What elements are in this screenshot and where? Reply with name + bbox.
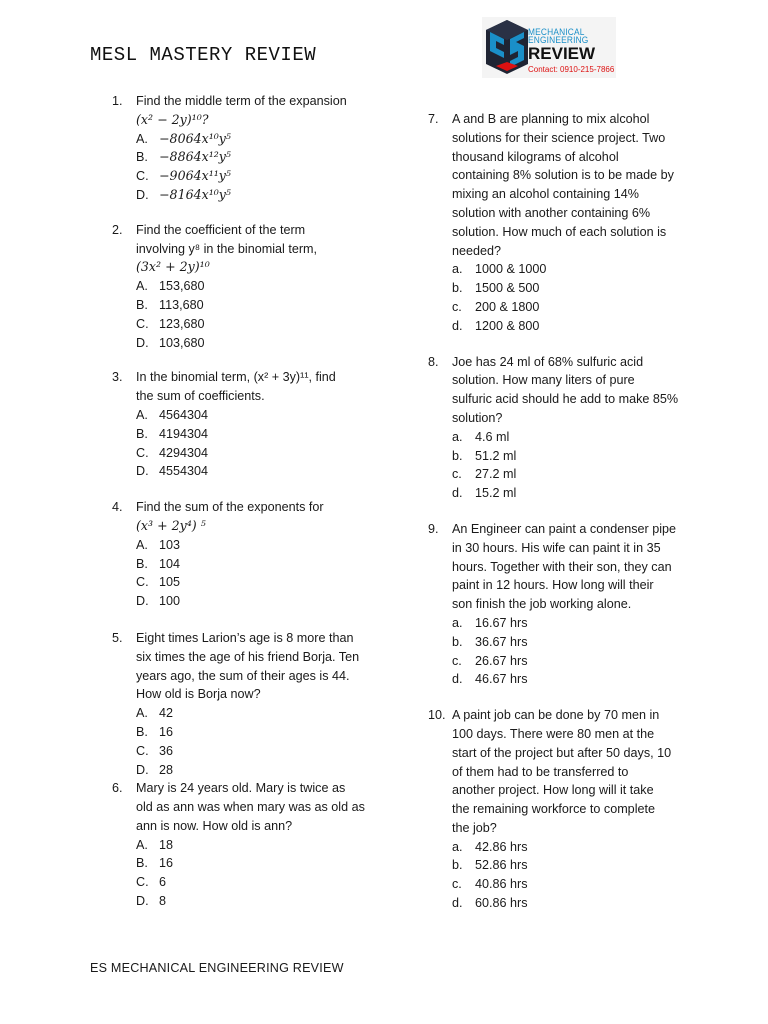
option-letter: a. (452, 262, 463, 277)
option-text: 27.2 ml (475, 467, 517, 482)
answer-option (136, 444, 372, 463)
answer-option (136, 462, 372, 481)
answer-option (136, 873, 372, 892)
option-text: 103,680 (159, 335, 205, 350)
option-letter: b. (452, 858, 463, 873)
question-text-line: six times the age of his friend Borja. Ten (136, 649, 360, 664)
option-letter: c. (452, 877, 462, 892)
answer-option (452, 670, 692, 689)
option-text: 153,680 (159, 279, 205, 294)
question-text-line: How old is Borja now? (136, 687, 261, 702)
option-letter: c. (452, 653, 462, 668)
option-text: 103 (159, 537, 181, 552)
option-letter: B. (136, 556, 148, 571)
answer-option (452, 428, 692, 447)
answer-option (136, 892, 372, 911)
option-text: 51.2 ml (475, 448, 517, 463)
option-text: 123,680 (159, 316, 205, 331)
option-letter: A. (136, 279, 148, 294)
question-text-line: Joe has 24 ml of 68% sulfuric acid (452, 354, 644, 369)
question-text-line: (3x² + 2y)¹⁰ (136, 259, 210, 275)
option-text: 15.2 ml (475, 486, 517, 501)
question-text-line: 100 days. There were 80 men at the (452, 726, 655, 741)
left-question-column (112, 92, 372, 911)
question-number: 6. (112, 781, 123, 796)
option-text: 52.86 hrs (475, 858, 528, 873)
question-text-line: old as ann was when mary was as old as (136, 800, 365, 815)
right-question-column (428, 110, 692, 913)
option-letter: B. (136, 150, 148, 165)
question-item (112, 92, 372, 205)
question-text-line: Find the coefficient of the term (136, 222, 306, 237)
option-letter: D. (136, 187, 149, 202)
logo-text-line1: MECHANICAL (528, 27, 585, 38)
option-text: 16.67 hrs (475, 615, 528, 630)
option-letter: D. (136, 464, 149, 479)
logo-text-line2: ENGINEERING (528, 35, 589, 46)
option-letter: C. (136, 575, 149, 590)
logo-contact: Contact: 0910-215-7866 (528, 65, 615, 74)
answer-option (452, 279, 692, 298)
option-letter: a. (452, 429, 463, 444)
question-text-line: (x³ + 2y⁴) ⁵ (136, 517, 206, 533)
answer-option (136, 425, 372, 444)
logo-text-review: REVIEW (528, 44, 596, 63)
answer-option (136, 167, 372, 186)
question-text-line: paint in 12 hours. How long will their (452, 578, 654, 593)
option-letter: d. (452, 318, 463, 333)
option-text: 36.67 hrs (475, 634, 528, 649)
option-text: 113,680 (159, 297, 204, 312)
option-text: 16 (159, 856, 174, 871)
question-text-line: Mary is 24 years old. Mary is twice as (136, 781, 346, 796)
option-letter: B. (136, 297, 148, 312)
answer-option (452, 633, 692, 652)
question-text-line: sulfuric acid should he add to make 85% (452, 392, 679, 407)
logo (482, 17, 616, 78)
option-text: 6 (159, 875, 167, 890)
option-letter: D. (136, 762, 149, 777)
answer-option (136, 406, 372, 425)
question-text-line: solution. How many liters of pure (452, 373, 635, 388)
answer-option (452, 447, 692, 466)
option-text: 42 (159, 706, 174, 721)
question-item (112, 779, 372, 911)
answer-option (136, 277, 372, 296)
answer-option (452, 484, 692, 503)
option-letter: D. (136, 594, 149, 609)
option-text: 8 (159, 894, 167, 909)
option-text: 4294304 (159, 445, 209, 460)
question-number: 2. (112, 222, 123, 237)
question-number: 10. (428, 708, 446, 723)
answer-option (136, 186, 372, 205)
option-text: 100 (159, 594, 181, 609)
option-text: 1000 & 1000 (475, 262, 547, 277)
answer-option (136, 742, 372, 761)
question-item (112, 498, 372, 611)
option-letter: D. (136, 894, 149, 909)
question-number: 1. (112, 94, 123, 108)
option-letter: c. (452, 467, 462, 482)
option-text: 26.67 hrs (475, 653, 528, 668)
question-text-line: needed? (452, 243, 502, 258)
question-text-line: in 30 hours. His wife can paint it in 35 (452, 540, 661, 555)
option-letter: D. (136, 335, 149, 350)
question-number: 4. (112, 500, 123, 515)
question-text-line: Find the middle term of the expansion (136, 94, 347, 108)
question-text-line: A paint job can be done by 70 men in (452, 708, 660, 723)
option-letter: A. (136, 837, 148, 852)
answer-option (452, 894, 692, 913)
option-text: 4554304 (159, 464, 209, 479)
option-text: 200 & 1800 (475, 299, 540, 314)
answer-option (452, 317, 692, 336)
option-letter: A. (136, 706, 148, 721)
page-title: MESL MASTERY REVIEW (90, 44, 317, 66)
option-letter: C. (136, 316, 149, 331)
answer-option (452, 838, 692, 857)
question-text-line: of them had to be transferred to (452, 764, 629, 779)
answer-option (136, 296, 372, 315)
option-text: −8164x¹⁰y⁵ (159, 186, 231, 202)
option-letter: b. (452, 634, 463, 649)
option-text: 1500 & 500 (475, 281, 540, 296)
question-text-line: hours. Together with their son, they can (452, 559, 672, 574)
option-text: 1200 & 800 (475, 318, 540, 333)
question-item (428, 520, 692, 689)
option-letter: B. (136, 856, 148, 871)
option-text: −8864x¹²y⁵ (159, 149, 231, 165)
question-text-line: solution with another containing 6% (452, 205, 651, 220)
question-text-line: Find the sum of the exponents for (136, 500, 324, 515)
option-text: 105 (159, 575, 181, 590)
answer-option (452, 260, 692, 279)
question-item (112, 629, 372, 779)
option-text: 46.67 hrs (475, 672, 528, 687)
option-text: 104 (159, 556, 181, 571)
option-text: 42.86 hrs (475, 839, 528, 854)
answer-option (452, 652, 692, 671)
answer-option (136, 536, 372, 555)
question-number: 9. (428, 521, 439, 536)
question-item (112, 368, 372, 481)
question-text-line: the remaining workforce to complete (452, 802, 655, 817)
answer-option (136, 704, 372, 723)
answer-option (136, 723, 372, 742)
option-text: 18 (159, 837, 174, 852)
footer-text: ES MECHANICAL ENGINEERING REVIEW (90, 961, 344, 975)
question-text-line: the job? (452, 820, 497, 835)
answer-option (136, 761, 372, 780)
option-letter: d. (452, 672, 463, 687)
option-letter: a. (452, 615, 463, 630)
option-letter: C. (136, 743, 149, 758)
option-text: 4564304 (159, 407, 209, 422)
question-item (112, 221, 372, 353)
question-text-line: start of the project but after 50 days, 10 (452, 745, 672, 760)
question-number: 8. (428, 354, 439, 369)
question-number: 3. (112, 370, 123, 385)
answer-option (452, 465, 692, 484)
answer-option (452, 856, 692, 875)
answer-option (452, 875, 692, 894)
option-letter: a. (452, 839, 463, 854)
option-letter: C. (136, 445, 149, 460)
option-text: 40.86 hrs (475, 877, 528, 892)
option-letter: b. (452, 281, 463, 296)
option-letter: A. (136, 131, 148, 146)
question-number: 7. (428, 112, 439, 126)
option-letter: B. (136, 426, 148, 441)
option-text: 16 (159, 724, 174, 739)
question-text-line: An Engineer can paint a condenser pipe (452, 521, 677, 536)
question-item (428, 110, 692, 336)
answer-option (136, 592, 372, 611)
answer-option (136, 836, 372, 855)
option-text: −9064x¹¹y⁵ (159, 168, 231, 184)
question-text-line: solution? (452, 410, 503, 425)
question-text-line: the sum of coefficients. (136, 389, 265, 404)
answer-option (136, 315, 372, 334)
answer-option (136, 148, 372, 167)
question-text-line: involving y⁸ in the binomial term, (136, 241, 318, 256)
answer-option (136, 130, 372, 149)
answer-option (136, 573, 372, 592)
question-text-line: solution. How much of each solution is (452, 224, 667, 239)
answer-option (136, 555, 372, 574)
option-text: 4.6 ml (475, 429, 510, 444)
question-text-line: Eight times Larion’s age is 8 more than (136, 630, 354, 645)
option-text: −8064x¹⁰y⁵ (159, 130, 231, 146)
option-letter: d. (452, 896, 463, 911)
question-text-line: ann is now. How old is ann? (136, 818, 293, 833)
question-text-line: years ago, the sum of their ages is 44. (136, 668, 350, 683)
question-text-line: mixing an alcohol containing 14% (452, 187, 639, 202)
option-text: 60.86 hrs (475, 896, 528, 911)
option-letter: A. (136, 407, 148, 422)
question-text-line: thousand kilograms of alcohol (452, 149, 619, 164)
question-item (428, 353, 692, 503)
logo-cube-icon (484, 18, 530, 76)
question-text-line: solutions for their science project. Two (452, 130, 666, 145)
option-letter: B. (136, 724, 148, 739)
answer-option (452, 298, 692, 317)
option-text: 36 (159, 743, 174, 758)
option-letter: C. (136, 169, 149, 184)
answer-option (136, 334, 372, 353)
question-text-line: son finish the job working alone. (452, 597, 632, 612)
question-text-line: In the binomial term, (x² + 3y)¹¹, find (136, 370, 336, 385)
question-text-line: another project. How long will it take (452, 783, 654, 798)
answer-option (452, 614, 692, 633)
option-letter: A. (136, 537, 148, 552)
option-letter: C. (136, 875, 149, 890)
question-number: 5. (112, 630, 123, 645)
question-text-line: (x² − 2y)¹⁰? (136, 111, 209, 127)
option-letter: b. (452, 448, 463, 463)
option-text: 28 (159, 762, 174, 777)
option-text: 4194304 (159, 426, 209, 441)
option-letter: c. (452, 299, 462, 314)
question-text-line: containing 8% solution is to be made by (452, 168, 674, 183)
answer-option (136, 854, 372, 873)
question-text-line: A and B are planning to mix alcohol (452, 112, 650, 126)
question-item (428, 706, 692, 913)
option-letter: d. (452, 486, 463, 501)
